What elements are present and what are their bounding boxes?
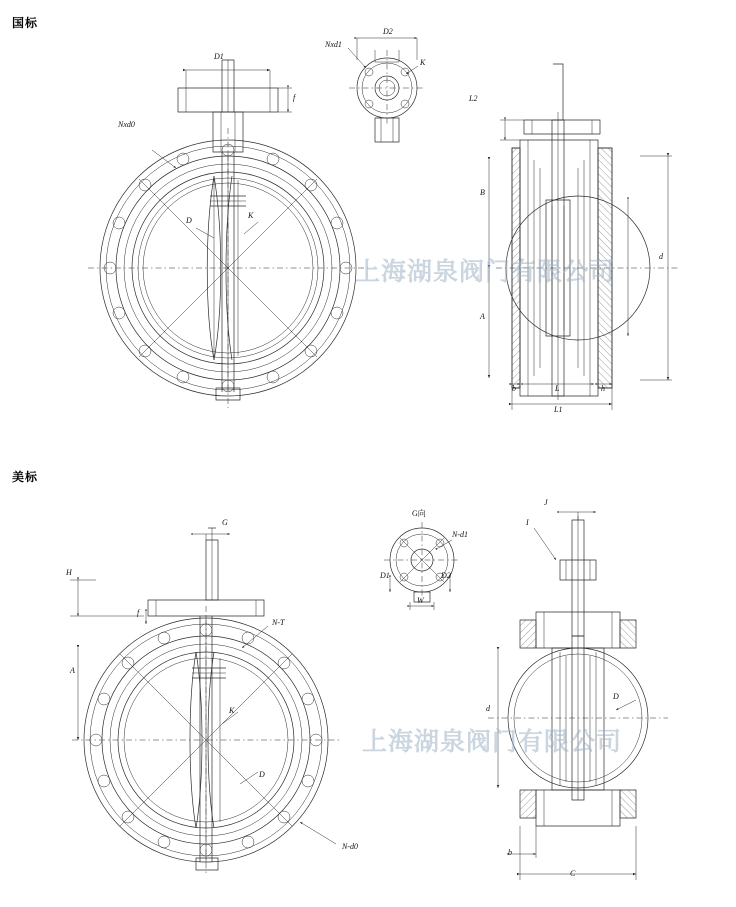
label-us-b: b (508, 848, 512, 857)
gb-front-view (88, 60, 368, 408)
label-gb-nxd0: Nxd0 (118, 120, 135, 129)
label-us-c: C (570, 869, 576, 878)
label-gb-d-side: d (659, 252, 663, 261)
label-gb-l: L (555, 384, 560, 393)
section-title-gb: 国标 (12, 16, 39, 30)
label-gb-f: f (293, 93, 296, 102)
label-us-d: D (259, 770, 265, 779)
label-us-f: f (137, 608, 140, 617)
label-us-d-side: d (486, 704, 490, 713)
label-us-g-direction: G向 (412, 509, 426, 518)
label-gb-l2: L2 (469, 94, 478, 103)
label-us-a: A (70, 666, 75, 675)
label-gb-k: K (248, 211, 254, 220)
label-gb-b-small: b (512, 384, 516, 393)
label-us-n-d1: N-d1 (452, 530, 468, 539)
label-us-n-d0: N-d0 (342, 842, 358, 851)
label-us-g: G (222, 518, 228, 527)
us-front-view (70, 528, 340, 874)
watermark-bottom: 上海湖泉阀门有限公司 (362, 727, 623, 756)
label-us-d1: D1 (380, 571, 390, 580)
label-us-d2: D2 (441, 571, 451, 580)
label-gb-h: h (601, 384, 605, 393)
label-gb-nxd1: Nxd1 (325, 40, 342, 49)
gb-top-view (348, 38, 425, 142)
label-us-w: W (417, 596, 424, 605)
label-gb-d: D (186, 216, 192, 225)
watermark-top: 上海湖泉阀门有限公司 (355, 257, 616, 286)
label-us-d-big: D (613, 692, 619, 701)
label-gb-d2: D2 (383, 27, 393, 36)
gb-dim-f (278, 88, 292, 112)
label-us-h: H (66, 568, 72, 577)
section-title-us: 美标 (12, 470, 39, 484)
label-us-k: K (229, 706, 235, 715)
gb-side-view (489, 64, 680, 410)
label-gb-d1: D1 (214, 52, 224, 61)
label-us-i: I (526, 518, 529, 527)
us-side-view (488, 512, 668, 880)
label-us-n-t: N-T (272, 618, 285, 627)
label-gb-l1: L1 (554, 405, 563, 414)
label-gb-k-top: K (420, 58, 426, 67)
label-us-j: J (544, 498, 548, 507)
label-gb-a: A (480, 312, 485, 321)
label-gb-b: B (480, 188, 485, 197)
